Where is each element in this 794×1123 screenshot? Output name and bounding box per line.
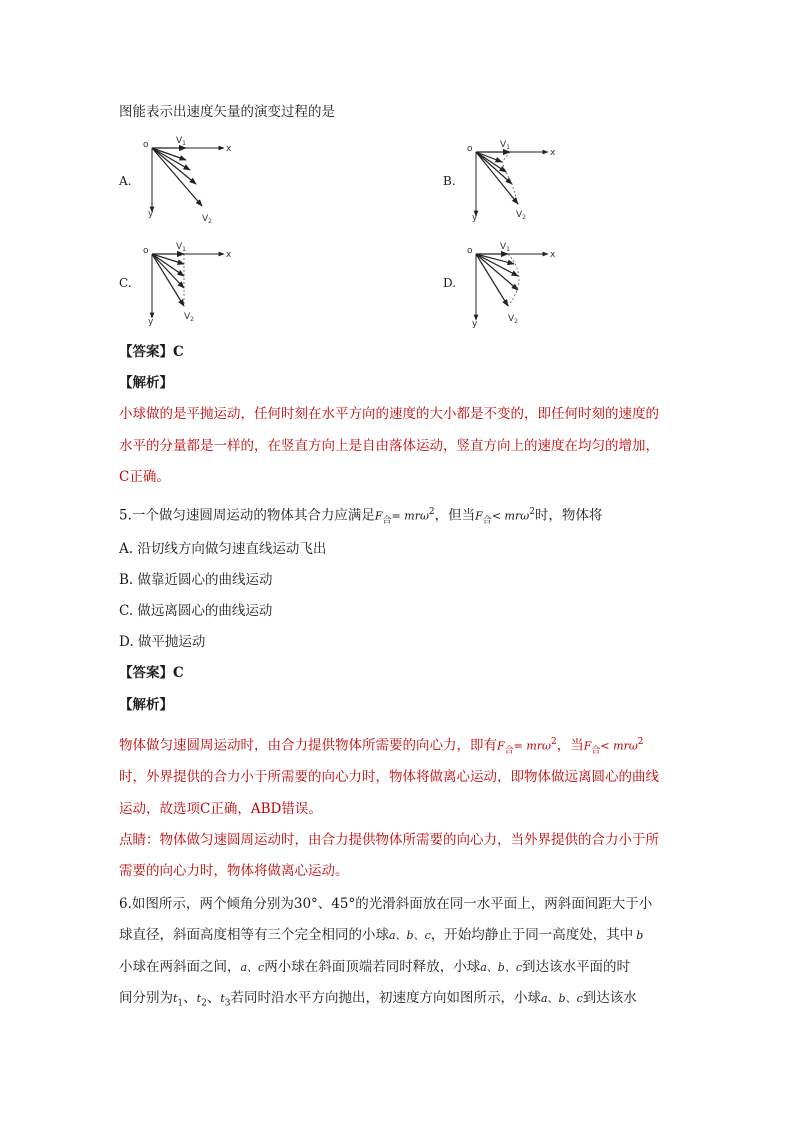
origin-label: o xyxy=(143,140,149,150)
origin-label: o xyxy=(467,246,473,256)
diagram-option-b xyxy=(464,134,564,234)
q6-line-2: 球直径，斜面高度相等有三个完全相同的小球a、b、c，开始均静止于同一高度处，其中 b xyxy=(119,927,644,943)
svg-text:V1: $V_1$ xyxy=(176,242,186,253)
q5-analysis-line-1: 物体做匀速圆周运动时，由合力提供物体所需要的向心力，即有$F_合= mr\omega^2$，当$F_合< mr\omega^2$ xyxy=(119,737,644,757)
svg-text:V1: $V_1$ xyxy=(500,140,510,151)
diagram-option-d xyxy=(464,236,564,336)
option-c-label: C. xyxy=(119,276,132,290)
q5-analysis-line-3: 运动，故选项C正确，ABD错误。 xyxy=(119,801,322,817)
svg-text:V2: $V_2$ xyxy=(202,214,212,225)
svg-text:V2: $V_2$ xyxy=(508,314,518,325)
origin-label: o xyxy=(467,144,473,154)
q6-line-3: 小球在两斜面之间，a、c两小球在斜面顶端若同时释放，小球a、b、c到达该水平面的时 xyxy=(119,959,630,975)
svg-text:V1: $V_1$ xyxy=(176,136,186,147)
q5-comment-line-2: 需要的向心力时，物体将做离心运动。 xyxy=(119,863,349,879)
q6-line-1: 6.如图所示，两个倾角分别为30°、45°的光滑斜面放在同一水平面上，两斜面间距大于小 xyxy=(119,896,653,912)
y-axis-label: y xyxy=(148,209,154,219)
svg-text:V2: $V_2$ xyxy=(184,312,194,323)
q5-analysis-heading: 【解析】 xyxy=(119,697,173,713)
origin-label: o xyxy=(143,246,149,256)
q4-analysis-line-2: 水平的分量都是一样的，在竖直方向上是自由落体运动，竖直方向上的速度在均匀的增加， xyxy=(119,438,659,454)
q5-stem: 5.一个做匀速圆周运动的物体其合力应满足$F_合= mr\omega^2$，但当$F_合< mr\omega^2$时，物体将 xyxy=(119,507,603,527)
svg-text:V1: $V_1$ xyxy=(500,242,510,253)
option-b-label: B. xyxy=(443,174,456,188)
x-axis-label: x xyxy=(550,250,556,260)
q4-analysis-heading: 【解析】 xyxy=(119,375,173,391)
q5-comment-line-1: 点睛：物体做匀速圆周运动时，由合力提供物体所需要的向心力，当外界提供的合力小于所 xyxy=(119,832,659,848)
q5-option-c: C. 做远离圆心的曲线运动 xyxy=(119,603,273,619)
x-axis-label: x xyxy=(550,148,556,158)
y-axis-label: y xyxy=(472,319,478,329)
q5-option-b: B. 做靠近圆心的曲线运动 xyxy=(119,572,273,588)
q4-answer: 【答案】C xyxy=(119,344,184,360)
intro-text: 图能表示出速度矢量的演变过程的是 xyxy=(119,104,335,120)
q4-analysis-line-3: C正确。 xyxy=(119,469,170,485)
svg-text:V2: $V_2$ xyxy=(516,210,526,221)
y-axis-label: y xyxy=(148,317,154,327)
x-axis-label: x xyxy=(226,144,232,154)
option-d-label: D. xyxy=(443,276,457,290)
diagram-option-c xyxy=(140,236,240,336)
q6-line-4: 间分别为$t_1$、$t_2$、$t_3$若同时沿水平方向抛出，初速度方向如图所示，小球a、b、c到达该水 xyxy=(119,990,637,1009)
y-axis-label: y xyxy=(472,213,478,223)
q5-option-a: A. 沿切线方向做匀速直线运动飞出 xyxy=(119,541,327,557)
q5-answer: 【答案】C xyxy=(119,665,184,681)
option-a-label: A. xyxy=(119,174,132,188)
x-axis-label: x xyxy=(226,250,232,260)
q4-analysis-line-1: 小球做的是平抛运动，任何时刻在水平方向的速度的大小都是不变的，即任何时刻的速度的 xyxy=(119,406,659,422)
diagram-option-a xyxy=(140,130,240,230)
q5-analysis-line-2: 时，外界提供的合力小于所需要的向心力时，物体将做离心运动，即物体做远离圆心的曲线 xyxy=(119,769,659,785)
q5-option-d: D. 做平抛运动 xyxy=(119,634,206,650)
